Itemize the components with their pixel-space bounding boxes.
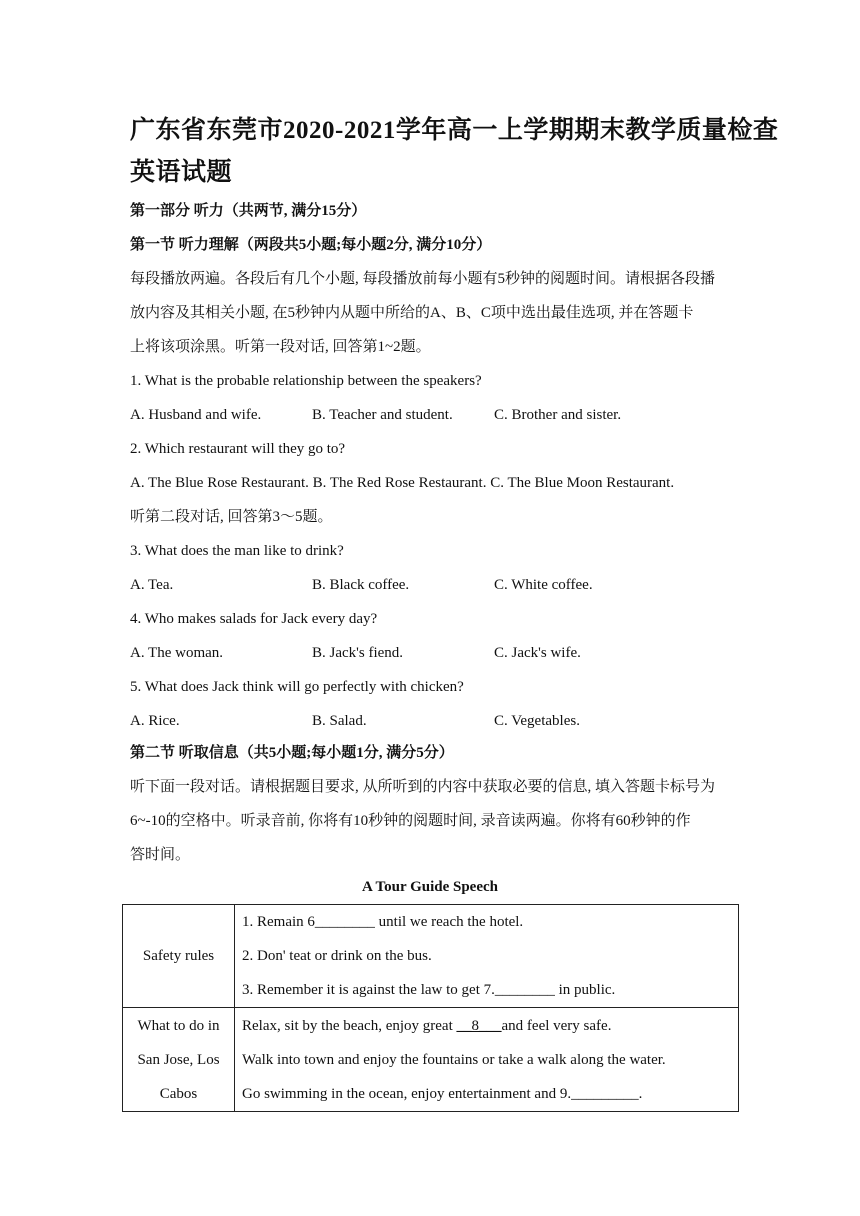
section2-instruction-line: 6~-10的空格中。听录音前, 你将有10秒钟的阅题时间, 录音读两遍。你将有60秒钟的作 xyxy=(130,813,691,829)
safety-rules-label: Safety rules xyxy=(123,905,235,1008)
table-row xyxy=(123,1008,739,1112)
section2-instruction-line: 听下面一段对话。请根据题目要求, 从所听到的内容中获取必要的信息, 填入答题卡标号为 xyxy=(130,779,716,795)
line-text: Relax, sit by the beach, enjoy great xyxy=(242,1017,457,1034)
what-to-do-content xyxy=(235,1008,739,1112)
part1-heading: 第一部分 听力（共两节, 满分15分） xyxy=(130,203,367,219)
q5-option-b: B. Salad. xyxy=(312,713,367,729)
line-text: and feel very safe. xyxy=(501,1017,612,1034)
question-3: 3. What does the man like to drink? xyxy=(130,543,344,559)
q2-options: A. The Blue Rose Restaurant. B. The Red Rose Restaurant. C. The Blue Moon Restaurant. xyxy=(130,475,675,491)
q1-option-b: B. Teacher and student. xyxy=(312,407,453,423)
q5-option-a: A. Rice. xyxy=(130,713,180,729)
what-to-do-label xyxy=(123,1008,235,1112)
dialogue2-intro: 听第二段对话, 回答第3～5题。 xyxy=(130,509,333,525)
section2-heading: 第二节 听取信息（共5小题;每小题1分, 满分5分） xyxy=(130,745,454,761)
table-cell-line: 1. Remain 6________ until we reach the hotel. xyxy=(242,914,524,930)
table-cell-line: 2. Don' teat or drink on the bus. xyxy=(242,948,432,964)
question-2: 2. Which restaurant will they go to? xyxy=(130,441,346,457)
section1-instruction-line: 每段播放两遍。各段后有几个小题, 每段播放前每小题有5秒钟的阅题时间。请根据各段播 xyxy=(130,271,716,287)
section1-instruction-line: 放内容及其相关小题, 在5秒钟内从题中所给的A、B、C项中选出最佳选项, 并在答题卡 xyxy=(130,305,694,321)
table-cell-line xyxy=(242,1009,738,1043)
section1-instruction-line: 上将该项涂黑。听第一段对话, 回答第1~2题。 xyxy=(130,339,431,355)
blank-8: __8___ xyxy=(456,1017,502,1034)
q4-option-c: C. Jack's wife. xyxy=(494,645,581,661)
q1-option-a: A. Husband and wife. xyxy=(130,407,262,423)
tour-guide-table xyxy=(122,904,739,1112)
section1-heading: 第一节 听力理解（两段共5小题;每小题2分, 满分10分） xyxy=(130,237,492,253)
safety-rules-content xyxy=(235,905,739,1008)
q3-option-a: A. Tea. xyxy=(130,577,174,593)
q4-option-a: A. The woman. xyxy=(130,645,224,661)
table-cell-line: 3. Remember it is against the law to get 7.________ in public. xyxy=(242,982,616,998)
q5-option-c: C. Vegetables. xyxy=(494,713,580,729)
table-cell-line: Walk into town and enjoy the fountains or take a walk along the water. xyxy=(242,1051,666,1068)
document-title-line1: 广东省东莞市2020-2021学年高一上学期期末教学质量检查 xyxy=(130,117,779,144)
label-line: Cabos xyxy=(159,1085,198,1102)
q1-option-c: C. Brother and sister. xyxy=(494,407,622,423)
q3-option-b: B. Black coffee. xyxy=(312,577,410,593)
q3-option-c: C. White coffee. xyxy=(494,577,593,593)
label-line: What to do in xyxy=(137,1017,220,1034)
question-1: 1. What is the probable relationship between the speakers? xyxy=(130,373,482,389)
question-5: 5. What does Jack think will go perfectly with chicken? xyxy=(130,679,464,695)
table-caption: A Tour Guide Speech xyxy=(361,879,499,895)
q4-option-b: B. Jack's fiend. xyxy=(312,645,404,661)
table-cell-line: Go swimming in the ocean, enjoy entertainment and 9._________. xyxy=(242,1085,643,1102)
table-row xyxy=(123,905,739,1008)
section2-instruction-line: 答时间。 xyxy=(130,847,191,863)
label-line: San Jose, Los xyxy=(137,1051,220,1068)
document-title-line2: 英语试题 xyxy=(130,159,233,186)
question-4: 4. Who makes salads for Jack every day? xyxy=(130,611,378,627)
